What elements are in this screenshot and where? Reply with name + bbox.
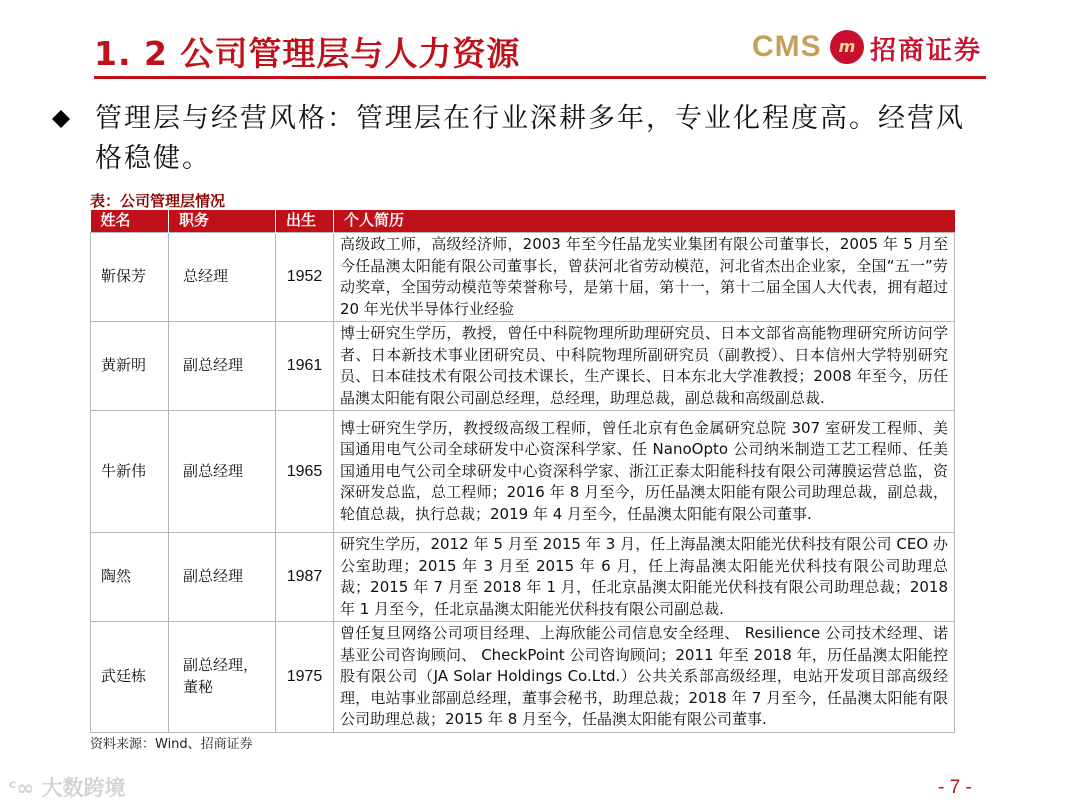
table-header-row [91, 210, 955, 233]
bullet-text: 管理层与经营风格：管理层在行业深耕多年，专业化程度高。经营风格稳健。 [95, 103, 965, 174]
cell-name: 武廷栋 [91, 622, 169, 733]
cell-bio: 博士研究生学历，教授，曾任中科院物理所助理研究员、日本文部省高能物理研究所访问学者、日本新技术事业团研究员、中科院物理所副研究员（副教授）、日本信州大学特别研究员、日本硅技术有限公司技术课长，生产课长、日本东北大学准教授；2008 年至今，历任晶澳太阳能有限公司副总经理，总经理，助理总裁，副总裁和高级副总裁. [334, 322, 955, 411]
table-row [91, 233, 955, 322]
logo-cn-text: 招商证券 [870, 36, 983, 66]
cell-birth-year: 1975 [276, 622, 334, 733]
cell-birth-year: 1961 [276, 322, 334, 411]
cell-name: 陶然 [91, 533, 169, 622]
title-divider [94, 76, 986, 79]
cell-bio: 曾任复旦网络公司项目经理、上海欣能公司信息安全经理、 Resilience 公司技术经理、诺基亚公司咨询顾问、 CheckPoint 公司咨询顾问；2011 年至 2018 年，历任晶澳太阳能控股有限公司（JA Solar Holdings Co.Ltd.）公共关系部高级经理，电站开发项目部高级经理，电站事业部副总经理，董事会秘书，助理总裁；2018 年 7 月至今，任晶澳太阳能有限公司助理总裁；2015 年 8 月至今，任晶澳太阳能有限公司董事. [334, 622, 955, 733]
table-row [91, 411, 955, 533]
cell-role: 副总经理，董秘 [169, 622, 276, 733]
watermark [8, 772, 126, 802]
watermark-logo-icon: ᶜ∞ [8, 776, 42, 800]
cell-role: 副总经理 [169, 533, 276, 622]
page-number: - 7 - [938, 777, 972, 798]
cell-name: 牛新伟 [91, 411, 169, 533]
cell-birth-year: 1952 [276, 233, 334, 322]
table-row [91, 322, 955, 411]
logo-emblem-icon: m [830, 30, 864, 64]
diamond-bullet-icon [52, 110, 70, 128]
cell-role: 总经理 [169, 233, 276, 322]
cell-role: 副总经理 [169, 411, 276, 533]
table-row [91, 533, 955, 622]
column-header-role: 职务 [169, 210, 276, 233]
watermark-text: 大数跨境 [41, 776, 126, 800]
management-table [90, 210, 955, 733]
column-header-birth: 出生 [276, 210, 334, 233]
source-note: 资料来源：Wind、招商证券 [90, 737, 253, 752]
cell-bio: 博士研究生学历，教授级高级工程师，曾任北京有色金属研究总院 307 室研发工程师、美国通用电气公司全球研发中心资深科学家、任 NanoOpto 公司纳米制造工艺工程师、任美国通用电气公司全球研发中心资深科学家、浙江正泰太阳能科技有限公司薄膜运营总监，资深研发总监，总工程师；2016 年 8 月至今，历任晶澳太阳能有限公司助理总裁，副总裁，轮值总裁，执行总裁；2019 年 4 月至今，任晶澳太阳能有限公司董事. [334, 411, 955, 533]
page-title: 1. 2 公司管理层与人力资源 [94, 34, 521, 73]
cell-role: 副总经理 [169, 322, 276, 411]
cell-birth-year: 1987 [276, 533, 334, 622]
table-caption: 表：公司管理层情况 [90, 192, 226, 210]
column-header-bio: 个人简历 [334, 210, 955, 233]
cell-bio: 研究生学历，2012 年 5 月至 2015 年 3 月，任上海晶澳太阳能光伏科技有限公司 CEO 办公室助理；2015 年 3 月至 2015 年 6 月，任上海晶澳太阳能光伏科技有限公司助理总裁；2015 年 7 月至 2018 年 1 月，任北京晶澳太阳能光伏科技有限公司助理总裁；2018 年 1 月至今，任北京晶澳太阳能光伏科技有限公司副总裁. [334, 533, 955, 622]
cms-logo [752, 24, 992, 68]
cell-name: 黄新明 [91, 322, 169, 411]
cell-name: 靳保芳 [91, 233, 169, 322]
column-header-name: 姓名 [91, 210, 169, 233]
cell-bio: 高级政工师，高级经济师，2003 年至今任晶龙实业集团有限公司董事长，2005 年 5 月至今任晶澳太阳能有限公司董事长，曾获河北省劳动模范，河北省杰出企业家，全国“五一”劳动奖章，全国劳动模范等荣誉称号，是第十届，第十一，第十二届全国人大代表，拥有超过 20 年光伏半导体行业经验 [334, 233, 955, 322]
cell-birth-year: 1965 [276, 411, 334, 533]
table-row [91, 622, 955, 733]
logo-cms-text: CMS [752, 30, 822, 63]
